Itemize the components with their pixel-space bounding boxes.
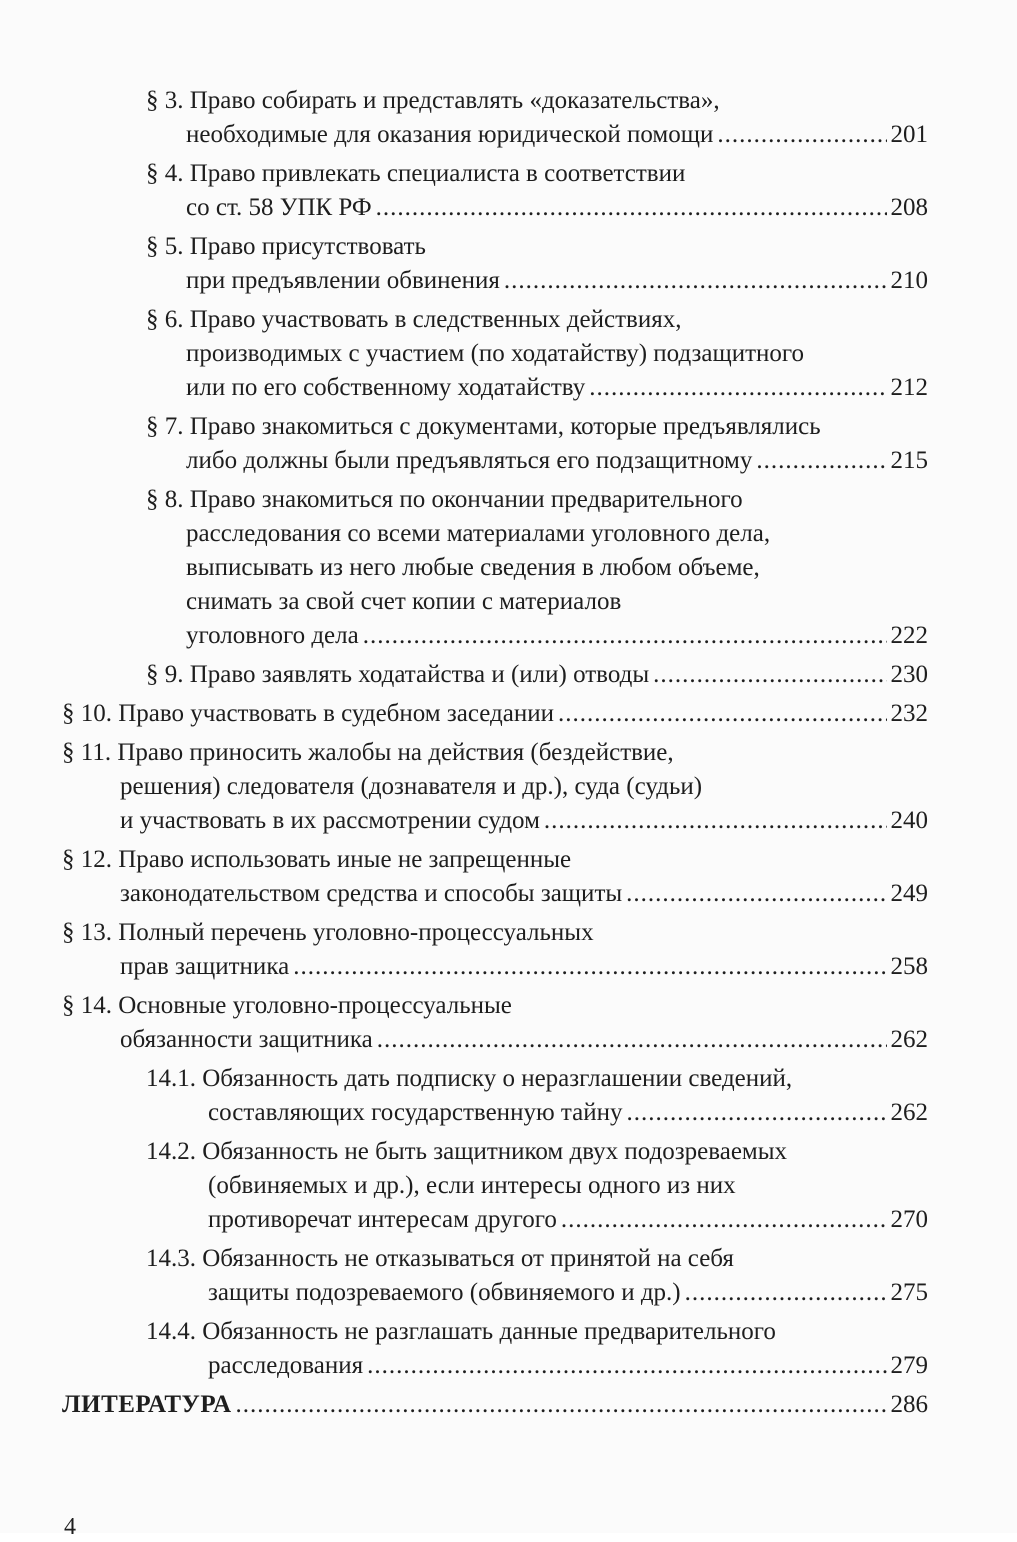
toc-page-number: 212 (890, 374, 928, 401)
toc-entry (62, 230, 928, 298)
toc-page-number: 286 (890, 1391, 928, 1418)
dot-leader (561, 1203, 887, 1237)
toc-entry (62, 989, 928, 1057)
dot-leader (626, 877, 886, 911)
toc-entry-heading: § 5. Право присутствовать (146, 233, 426, 260)
toc-entry-heading: § 7. Право знакомиться с документами, которые предъявлялись (146, 413, 821, 440)
toc-entry-last-line (146, 658, 928, 692)
toc-entry-continuation: снимать за свой счет копии с материалов (186, 588, 622, 615)
toc-entry-last-line (146, 1349, 928, 1383)
toc-page-number: 201 (890, 121, 928, 148)
toc-entry-continuation: выписывать из него любые сведения в любом объеме, (186, 554, 760, 581)
toc-page-number: 262 (890, 1026, 928, 1053)
toc-page-number: 240 (890, 807, 928, 834)
toc-entry (62, 916, 928, 984)
toc-page-number: 222 (890, 622, 928, 649)
dot-leader (589, 371, 886, 405)
table-of-contents (62, 84, 928, 1427)
toc-entry-continuation: решения) следователя (дознавателя и др.), суда (судьи) (120, 773, 703, 800)
toc-entry-text: и участвовать в их рассмотрении судом (120, 807, 540, 834)
toc-entry-heading: § 8. Право знакомиться по окончании предварительного (146, 486, 743, 513)
toc-entry-text: при предъявлении обвинения (186, 267, 500, 294)
toc-entry (62, 843, 928, 911)
toc-entry-last-line (146, 1203, 928, 1237)
toc-entry-last-line (62, 1388, 928, 1422)
toc-entry-last-line (146, 264, 928, 298)
dot-leader (756, 444, 886, 478)
toc-entry-heading: 14.1. Обязанность дать подписку о неразглашении сведений, (146, 1065, 793, 1092)
toc-entry-text: прав защитника (120, 953, 290, 980)
toc-entry-last-line (146, 1096, 928, 1130)
toc-page-number: 215 (890, 447, 928, 474)
toc-entry (62, 658, 928, 692)
toc-page-number: 262 (890, 1099, 928, 1126)
toc-page-number: 270 (890, 1206, 928, 1233)
toc-entry-text: расследования (208, 1352, 364, 1379)
dot-leader (626, 1096, 886, 1130)
toc-page-number: 279 (890, 1352, 928, 1379)
dot-leader (653, 658, 886, 692)
dot-leader (504, 264, 887, 298)
toc-entry-last-line (146, 371, 928, 405)
toc-entry-text: § 9. Право заявлять ходатайства и (или) отводы (146, 661, 650, 688)
toc-entry-text: либо должны были предъявляться его подзащитному (186, 447, 753, 474)
toc-page-number: 232 (890, 700, 928, 727)
dot-leader (363, 619, 887, 653)
toc-entry-heading: § 14. Основные уголовно-процессуальные (62, 992, 512, 1019)
dot-leader (377, 1023, 887, 1057)
toc-entry-last-line (62, 950, 928, 984)
toc-entry-text: законодательством средства и способы защиты (120, 880, 623, 907)
toc-entry-last-line (146, 118, 928, 152)
toc-entry-text: или по его собственному ходатайству (186, 374, 586, 401)
dot-leader (558, 697, 887, 731)
toc-page-number: 258 (890, 953, 928, 980)
toc-page-number: 230 (890, 661, 928, 688)
toc-entry-last-line (62, 1023, 928, 1057)
toc-entry (62, 1315, 928, 1383)
toc-entry-text: обязанности защитника (120, 1026, 373, 1053)
toc-entry-heading: § 12. Право использовать иные не запрещенные (62, 846, 572, 873)
toc-entry-last-line (146, 1276, 928, 1310)
toc-page-number: 210 (890, 267, 928, 294)
toc-entry-text: уголовного дела (186, 622, 359, 649)
toc-entry-text: ЛИТЕРАТУРА (62, 1391, 232, 1418)
toc-entry-continuation: расследования со всеми материалами уголовного дела, (186, 520, 771, 547)
toc-entry (62, 1135, 928, 1237)
dot-leader (376, 191, 887, 225)
toc-entry-heading: 14.2. Обязанность не быть защитником двух подозреваемых (146, 1138, 788, 1165)
toc-entry (62, 303, 928, 405)
toc-entry-continuation: производимых с участием (по ходатайству) подзащитного (186, 340, 805, 367)
toc-entry-heading: § 4. Право привлекать специалиста в соответствии (146, 160, 686, 187)
toc-entry (62, 1242, 928, 1310)
toc-entry-heading: § 6. Право участвовать в следственных действиях, (146, 306, 682, 333)
dot-leader (717, 118, 886, 152)
toc-entry-last-line (146, 444, 928, 478)
toc-entry-continuation: (обвиняемых и др.), если интересы одного из них (208, 1172, 736, 1199)
toc-entry-heading: § 11. Право приносить жалобы на действия (бездействие, (62, 739, 674, 766)
toc-page-number: 275 (890, 1279, 928, 1306)
toc-entry-text: необходимые для оказания юридической помощи (186, 121, 714, 148)
dot-leader (293, 950, 886, 984)
toc-entry-text: составляющих государственную тайну (208, 1099, 623, 1126)
toc-entry (62, 736, 928, 838)
dot-leader (685, 1276, 887, 1310)
dot-leader (367, 1349, 886, 1383)
page-number: 4 (64, 1514, 76, 1540)
toc-entry (62, 1388, 928, 1422)
toc-page-number: 208 (890, 194, 928, 221)
toc-entry-last-line (62, 804, 928, 838)
toc-entry-heading: § 3. Право собирать и представлять «доказательства», (146, 87, 720, 114)
toc-entry (62, 483, 928, 653)
toc-entry-last-line (62, 877, 928, 911)
toc-entry-last-line (146, 619, 928, 653)
toc-entry-text: со ст. 58 УПК РФ (186, 194, 372, 221)
toc-entry (62, 1062, 928, 1130)
toc-entry-heading: 14.4. Обязанность не разглашать данные предварительного (146, 1318, 776, 1345)
toc-entry (62, 410, 928, 478)
toc-entry-last-line (62, 697, 928, 731)
toc-entry (62, 157, 928, 225)
dot-leader (236, 1388, 887, 1422)
toc-entry-last-line (146, 191, 928, 225)
toc-entry-text: § 10. Право участвовать в судебном заседании (62, 700, 554, 727)
toc-entry-heading: § 13. Полный перечень уголовно-процессуальных (62, 919, 594, 946)
dot-leader (544, 804, 887, 838)
toc-entry-heading: 14.3. Обязанность не отказываться от принятой на себя (146, 1245, 734, 1272)
toc-entry (62, 84, 928, 152)
toc-entry-text: противоречат интересам другого (208, 1206, 557, 1233)
toc-page-number: 249 (890, 880, 928, 907)
toc-entry-text: защиты подозреваемого (обвиняемого и др.) (208, 1279, 681, 1306)
toc-entry (62, 697, 928, 731)
